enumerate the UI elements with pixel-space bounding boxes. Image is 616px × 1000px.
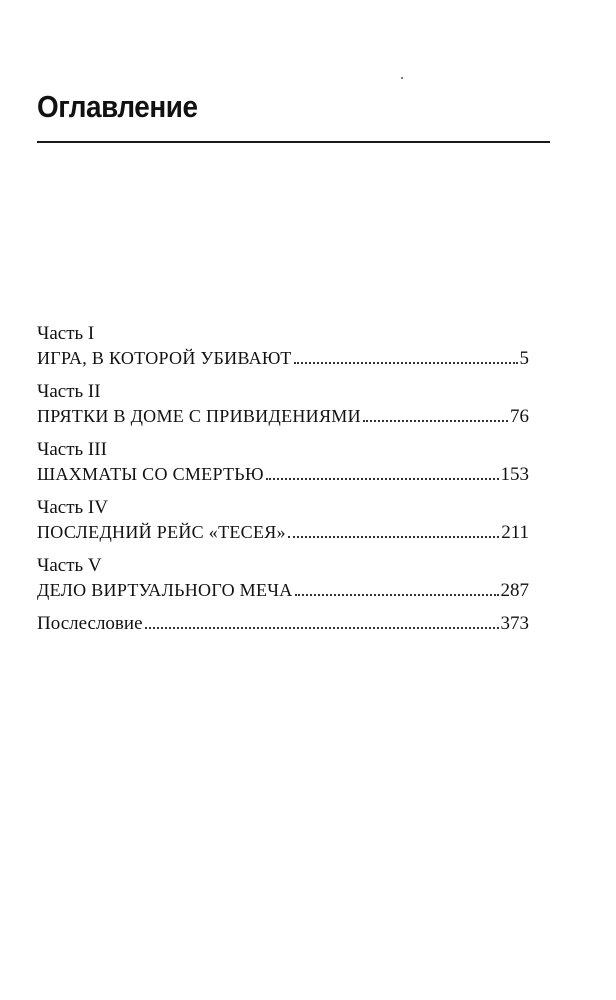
part-label: Часть III bbox=[37, 439, 107, 460]
toc-entry[interactable] bbox=[37, 346, 529, 380]
part-label: Часть II bbox=[37, 381, 101, 402]
entry-title: ПОСЛЕДНИЙ РЕЙС «ТЕСЕЯ» bbox=[37, 522, 286, 542]
dot-leader bbox=[294, 362, 518, 364]
dot-leader bbox=[288, 536, 499, 538]
toc-part-2 bbox=[37, 380, 529, 438]
paper-speck bbox=[401, 77, 403, 79]
entry-title: ИГРА, В КОТОРОЙ УБИВАЮТ bbox=[37, 348, 292, 368]
dot-leader bbox=[266, 478, 499, 480]
page-title: Оглавление bbox=[37, 89, 198, 124]
toc-part-5 bbox=[37, 554, 529, 612]
part-label: Часть V bbox=[37, 555, 102, 576]
entry-title: ШАХМАТЫ СО СМЕРТЬЮ bbox=[37, 464, 264, 484]
toc-part-1 bbox=[37, 322, 529, 380]
toc-entry[interactable] bbox=[37, 462, 529, 496]
dot-leader bbox=[363, 420, 508, 422]
entry-title: ПРЯТКИ В ДОМЕ С ПРИВИДЕНИЯМИ bbox=[37, 406, 361, 426]
toc-part-4 bbox=[37, 496, 529, 554]
toc-entry-afterword[interactable] bbox=[37, 612, 529, 646]
page-number: 76 bbox=[510, 406, 529, 427]
page-number: 373 bbox=[500, 613, 529, 634]
entry-title: Послесловие bbox=[37, 613, 143, 634]
toc-part-3 bbox=[37, 438, 529, 496]
entry-title: ДЕЛО ВИРТУАЛЬНОГО МЕЧА bbox=[37, 580, 293, 600]
toc-entry[interactable] bbox=[37, 520, 529, 554]
toc-list bbox=[37, 322, 529, 646]
page-number: 153 bbox=[500, 464, 529, 485]
part-label: Часть IV bbox=[37, 497, 108, 518]
dot-leader bbox=[295, 594, 499, 596]
part-label: Часть I bbox=[37, 323, 95, 344]
title-rule bbox=[37, 141, 550, 143]
toc-entry[interactable] bbox=[37, 578, 529, 612]
toc-entry[interactable] bbox=[37, 404, 529, 438]
page-number: 5 bbox=[519, 348, 529, 369]
dot-leader bbox=[145, 627, 499, 629]
page-number: 287 bbox=[500, 580, 529, 601]
page-number: 211 bbox=[501, 522, 529, 543]
